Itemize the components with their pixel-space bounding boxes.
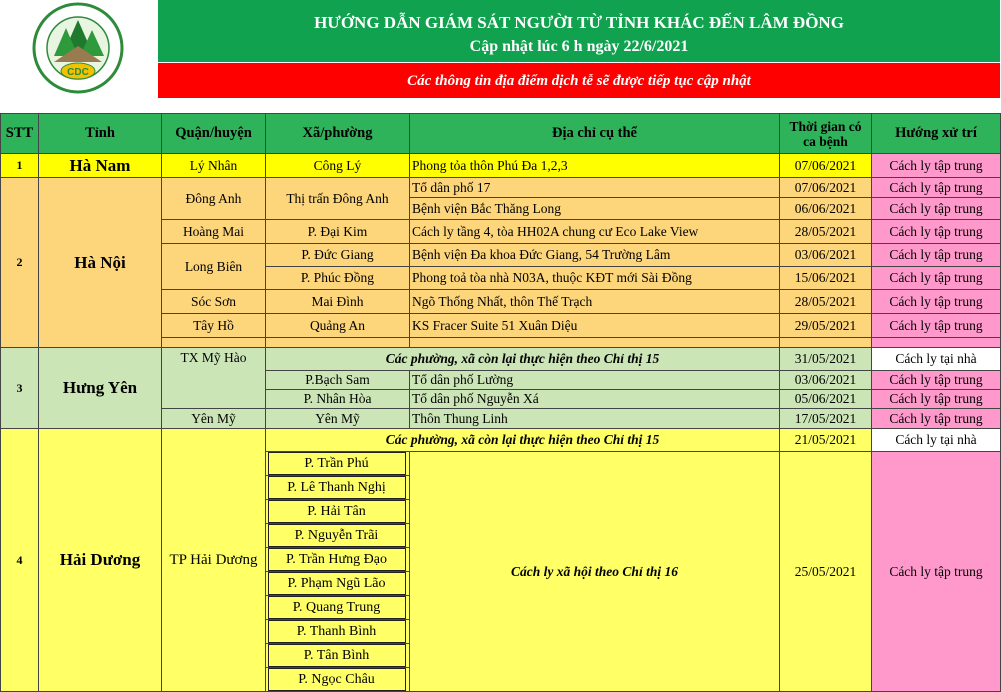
address: Bệnh viện Đa khoa Đức Giang, 54 Trường Lâm: [410, 244, 780, 267]
action: Cách ly tại nhà: [872, 348, 1001, 371]
province: Hà Nội: [39, 178, 162, 348]
ward: P. Quang Trung: [266, 596, 410, 620]
stt: 4: [1, 429, 39, 692]
col-district: Quận/huyện: [162, 114, 266, 154]
address: KS Fracer Suite 51 Xuân Diệu: [410, 314, 780, 338]
title-banner: [158, 0, 1000, 62]
col-stt: STT: [1, 114, 39, 154]
ward: P. Thanh Bình: [266, 620, 410, 644]
address: Bệnh viện Bắc Thăng Long: [410, 198, 780, 220]
ward: P. Ngọc Châu: [266, 668, 410, 692]
ward: Yên Mỹ: [266, 409, 410, 429]
ward: Mai Đình: [266, 290, 410, 314]
action: Cách ly tập trung: [872, 314, 1001, 338]
action: Cách ly tập trung: [872, 198, 1001, 220]
province: Hà Nam: [39, 154, 162, 178]
date: 28/05/2021: [780, 220, 872, 244]
date: 05/06/2021: [780, 390, 872, 409]
ward: P. Phạm Ngũ Lão: [266, 572, 410, 596]
action: Cách ly tập trung: [872, 390, 1001, 409]
address: Cách ly tầng 4, tòa HH02A chung cư Eco Lake View: [410, 220, 780, 244]
ward: Thị trấn Đông Anh: [266, 178, 410, 220]
date: 17/05/2021: [780, 409, 872, 429]
ward: P. Nhân Hòa: [266, 390, 410, 409]
col-province: Tỉnh: [39, 114, 162, 154]
ward: Công Lý: [266, 154, 410, 178]
date: 28/05/2021: [780, 290, 872, 314]
district: Lý Nhân: [162, 154, 266, 178]
date: 06/06/2021: [780, 198, 872, 220]
address: Phong tỏa thôn Phú Đa 1,2,3: [410, 154, 780, 178]
date: 07/06/2021: [780, 154, 872, 178]
col-date: Thời gian có ca bệnh: [780, 114, 872, 154]
table-row: [1, 429, 1001, 452]
action: Cách ly tập trung: [872, 267, 1001, 290]
ward: P. Đức Giang: [266, 244, 410, 267]
action: Cách ly tập trung: [872, 452, 1001, 692]
ward: P. Tân Bình: [266, 644, 410, 668]
date: 25/05/2021: [780, 452, 872, 692]
ward: P. Nguyễn Trãi: [266, 524, 410, 548]
district: Yên Mỹ: [162, 409, 266, 429]
district: Sóc Sơn: [162, 290, 266, 314]
date: 31/05/2021: [780, 348, 872, 371]
address: Tổ dân phố 17: [410, 178, 780, 198]
stt: 3: [1, 348, 39, 429]
action: Cách ly tập trung: [872, 220, 1001, 244]
remaining-wards-note: Các phường, xã còn lại thực hiện theo Chỉ thị 15: [266, 348, 780, 371]
address: Tổ dân phố Nguyễn Xá: [410, 390, 780, 409]
ward: P.Bạch Sam: [266, 371, 410, 390]
table-row: [1, 154, 1001, 178]
update-time: Cập nhật lúc 6 h ngày 22/6/2021: [469, 38, 689, 55]
address: Ngõ Thống Nhất, thôn Thế Trạch: [410, 290, 780, 314]
svg-text:CDC: CDC: [67, 67, 89, 78]
province: Hải Dương: [39, 429, 162, 692]
date: 21/05/2021: [780, 429, 872, 452]
ward: P. Trần Phú: [266, 452, 410, 476]
district: Đông Anh: [162, 178, 266, 220]
district: Tây Hồ: [162, 314, 266, 338]
action: Cách ly tập trung: [872, 409, 1001, 429]
date: 15/06/2021: [780, 267, 872, 290]
province: Hưng Yên: [39, 348, 162, 429]
action: Cách ly tập trung: [872, 371, 1001, 390]
date: 03/06/2021: [780, 244, 872, 267]
table-row: [1, 178, 1001, 198]
table-row: [1, 348, 1001, 371]
district: Hoàng Mai: [162, 220, 266, 244]
district: TX Mỹ Hào: [162, 348, 266, 409]
stt: 1: [1, 154, 39, 178]
address: Cách ly xã hội theo Chỉ thị 16: [410, 452, 780, 692]
address: Tổ dân phố Lường: [410, 371, 780, 390]
ward: P. Lê Thanh Nghị: [266, 476, 410, 500]
action: Cách ly tập trung: [872, 178, 1001, 198]
action: Cách ly tại nhà: [872, 429, 1001, 452]
ward: P. Phúc Đồng: [266, 267, 410, 290]
action: Cách ly tập trung: [872, 154, 1001, 178]
action: Cách ly tập trung: [872, 290, 1001, 314]
address: Phong toả tòa nhà N03A, thuộc KĐT mới Sài Đồng: [410, 267, 780, 290]
ward: Quảng An: [266, 314, 410, 338]
page-title: HƯỚNG DẪN GIÁM SÁT NGƯỜI TỪ TỈNH KHÁC ĐẾN LÂM ĐỒNG: [314, 13, 844, 32]
district: TP Hải Dương: [162, 429, 266, 692]
col-action: Hướng xử trí: [872, 114, 1001, 154]
locations-table: [0, 113, 1001, 692]
action: Cách ly tập trung: [872, 244, 1001, 267]
col-ward: Xã/phường: [266, 114, 410, 154]
col-address: Địa chỉ cụ thể: [410, 114, 780, 154]
ward: P. Hải Tân: [266, 500, 410, 524]
date: 03/06/2021: [780, 371, 872, 390]
table-header: [1, 114, 1001, 154]
cdc-logo: [0, 0, 158, 98]
address: Thôn Thung Linh: [410, 409, 780, 429]
update-note: Các thông tin địa điểm dịch tễ sẽ được tiếp tục cập nhật: [158, 62, 1000, 98]
ward: P. Trần Hưng Đạo: [266, 548, 410, 572]
stt: 2: [1, 178, 39, 348]
remaining-wards-note: Các phường, xã còn lại thực hiện theo Chỉ thị 15: [266, 429, 780, 452]
date: 29/05/2021: [780, 314, 872, 338]
district: Long Biên: [162, 244, 266, 290]
date: 07/06/2021: [780, 178, 872, 198]
ward: P. Đại Kim: [266, 220, 410, 244]
